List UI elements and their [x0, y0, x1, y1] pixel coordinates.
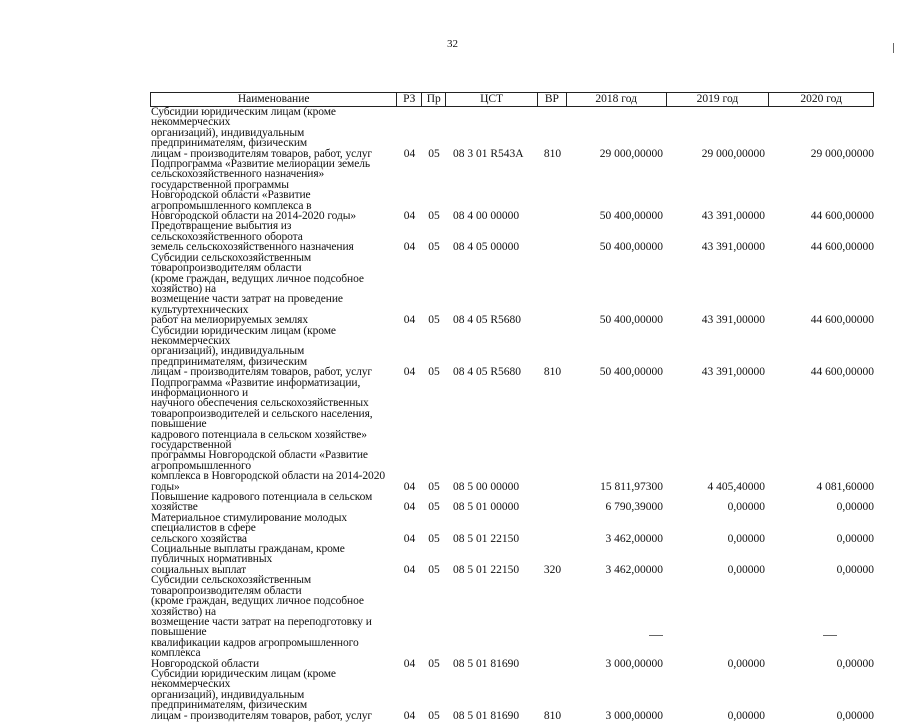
row-rz: 04: [403, 366, 416, 379]
row-pr: 05: [428, 480, 440, 493]
row-2019: 29 000,00000: [701, 147, 765, 160]
row-2019: 0,00000: [727, 501, 765, 514]
table-row: [150, 221, 874, 252]
row-cst: 08 4 05 R5680: [453, 314, 522, 327]
row-rz: 04: [403, 657, 416, 670]
row-2020: 0,00000: [836, 657, 874, 670]
row-pr: 05: [428, 709, 440, 722]
row-2018: 50 400,00000: [599, 366, 663, 379]
row-pr: 05: [428, 147, 440, 160]
row-name: Подпрограмма «Развитие информатизации, информационного и научного обеспечения сельскохозяйственных товаропроизводителей и сельского населения, повышение кадрового потенциала в сельском хозяйстве» государственной программы Новгородской области «Развитие агропромышленного комплекса в Новгородской области на 2014-2020 годы»: [151, 376, 385, 493]
row-rz: 04: [403, 210, 416, 223]
table-row: [150, 378, 874, 492]
row-2018: 3 000,00000: [605, 657, 663, 670]
header-2020: 2020 год: [800, 93, 842, 105]
row-cst: 08 5 01 22150: [453, 532, 520, 545]
header-pr: Пр: [422, 93, 446, 106]
row-name: Подпрограмма «Развитие мелиорации земель сельскохозяйственного назначения» государственной программы Новгородской области «Развитие агропромышленного комплекса в Новгородской области на 2014-2020 годы»: [151, 158, 371, 223]
row-name: Повышение кадрового потенциала в сельском хозяйстве: [151, 491, 373, 514]
table-row: [150, 107, 874, 159]
row-cst: 08 4 05 00000: [453, 241, 520, 254]
row-2019: 0,00000: [727, 657, 765, 670]
row-pr: 05: [428, 366, 440, 379]
row-cst: 08 5 01 00000: [453, 501, 520, 514]
row-name: Субсидии сельскохозяйственным товаропроизводителям области (кроме граждан, ведущих личное подсобное хозяйство) на возмещение части затрат на переподготовку и повышение квалификации кадров агропромышленного комплекса Новгородской области: [151, 574, 372, 670]
row-cst: 08 3 01 R543A: [453, 147, 524, 160]
header-name: Наименование: [151, 93, 397, 106]
row-pr: 05: [428, 241, 440, 254]
row-rz: 04: [403, 241, 416, 254]
header-cst: ЦСТ: [446, 93, 538, 106]
table-row: [150, 159, 874, 221]
row-2020: 44 600,00000: [810, 210, 874, 223]
row-rz: 04: [403, 563, 416, 576]
row-name: Предотвращение выбытия из сельскохозяйственного оборота земель сельскохозяйственного назначения: [151, 220, 354, 254]
row-pr: 05: [428, 657, 440, 670]
row-2020: 44 600,00000: [810, 314, 874, 327]
header-2018: 2018 год: [567, 93, 667, 106]
row-2020: 29 000,00000: [810, 147, 874, 160]
row-2020: 0,00000: [836, 501, 874, 514]
row-2019: 43 391,00000: [701, 241, 765, 254]
row-cst: 08 5 01 81690: [453, 657, 520, 670]
table-row: [150, 575, 874, 669]
scan-mark: [823, 635, 837, 636]
row-pr: 05: [428, 314, 440, 327]
row-rz: 04: [403, 532, 416, 545]
row-2019: 0,00000: [727, 709, 765, 722]
row-vr: 810: [543, 709, 562, 722]
row-rz: 04: [403, 480, 416, 493]
row-2019: 0,00000: [727, 563, 765, 576]
row-rz: 04: [403, 501, 416, 514]
table-row: [150, 326, 874, 378]
page-number: 32: [447, 38, 458, 50]
row-2020: 0,00000: [836, 563, 874, 576]
table-header: [150, 92, 874, 107]
scan-mark: [649, 635, 663, 636]
row-name: Социальные выплаты гражданам, кроме публичных нормативных социальных выплат: [151, 543, 345, 576]
table-row: [150, 544, 874, 575]
table-row: [150, 513, 874, 544]
row-pr: 05: [428, 532, 440, 545]
row-2020: 44 600,00000: [810, 366, 874, 379]
row-2018: 29 000,00000: [599, 147, 663, 160]
row-cst: 08 5 01 81690: [453, 709, 520, 722]
row-2018: 50 400,00000: [599, 210, 663, 223]
row-2019: 0,00000: [727, 532, 765, 545]
row-2018: 3 462,00000: [605, 563, 663, 576]
row-2018: 50 400,00000: [599, 314, 663, 327]
header-rz: РЗ: [397, 93, 422, 106]
row-2020: 4 081,60000: [816, 480, 874, 493]
table-row: [150, 669, 874, 721]
row-cst: 08 5 00 00000: [453, 480, 520, 493]
row-vr: 810: [543, 147, 562, 160]
row-2018: 15 811,97300: [600, 480, 663, 493]
row-vr: 320: [543, 563, 562, 576]
row-name: Субсидии юридическим лицам (кроме некоммерческих организаций), индивидуальным предпринимателям, физическим лицам - производителям товаров, работ, услуг: [151, 667, 373, 722]
row-2019: 4 405,40000: [707, 480, 765, 493]
row-pr: 05: [428, 501, 440, 514]
row-name: Субсидии юридическим лицам (кроме некоммерческих организаций), индивидуальным предпринимателям, физическим лицам - производителям товаров, работ, услуг: [151, 324, 373, 379]
row-2018: 3 000,00000: [605, 709, 663, 722]
row-2019: 43 391,00000: [701, 210, 765, 223]
row-2019: 43 391,00000: [701, 314, 765, 327]
row-2018: 6 790,39000: [605, 501, 663, 514]
table-row: [150, 253, 874, 326]
row-pr: 05: [428, 563, 440, 576]
row-2020: 0,00000: [836, 709, 874, 722]
table-row: [150, 492, 874, 513]
row-rz: 04: [403, 147, 416, 160]
budget-table: [150, 92, 874, 721]
row-2020: 0,00000: [836, 532, 874, 545]
row-2020: 44 600,00000: [810, 241, 874, 254]
scan-mark: [893, 43, 894, 53]
row-name: Материальное стимулирование молодых специалистов в сфере сельского хозяйства: [151, 511, 348, 545]
row-pr: 05: [428, 210, 440, 223]
row-rz: 04: [403, 709, 416, 722]
header-2019: 2019 год: [667, 93, 770, 106]
row-2018: 50 400,00000: [599, 241, 663, 254]
row-2018: 3 462,00000: [605, 532, 663, 545]
header-vr: ВР: [538, 93, 567, 106]
row-vr: 810: [543, 366, 562, 379]
row-cst: 08 5 01 22150: [453, 563, 520, 576]
row-name: Субсидии юридическим лицам (кроме некоммерческих организаций), индивидуальным предпринимателям, физическим лицам - производителям товаров, работ, услуг: [151, 106, 373, 160]
table-body: [150, 107, 874, 721]
row-rz: 04: [403, 314, 416, 327]
row-name: Субсидии сельскохозяйственным товаропроизводителям области (кроме граждан, ведущих личное подсобное хозяйство) на возмещение части затрат на проведение культуртехнических работ на мелиорируемых землях: [151, 251, 364, 327]
row-cst: 08 4 00 00000: [453, 210, 520, 223]
row-2019: 43 391,00000: [701, 366, 765, 379]
row-cst: 08 4 05 R5680: [453, 366, 522, 379]
